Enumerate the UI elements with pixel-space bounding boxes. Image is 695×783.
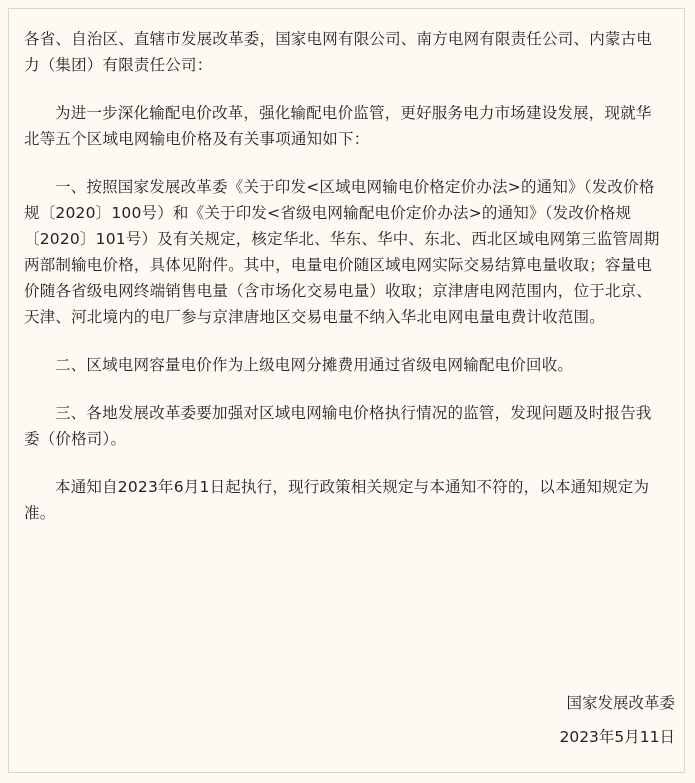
notice-body [24,26,666,548]
signature-block [559,686,675,754]
paragraph-item-2: 二、区域电网容量电价作为上级电网分摊费用通过省级电网输配电价回收。 [55,356,574,374]
paragraph-intro: 为进一步深化输配电价改革，强化输配电价监管，更好服务电力市场建设发展，现就华北等五个区域电网输电价格及有关事项通知如下： [24,104,652,148]
paragraph-effective-date: 本通知自2023年6月1日起执行，现行政策相关规定与本通知不符的，以本通知规定为准。 [24,478,650,522]
issue-date: 2023年5月11日 [559,728,675,746]
salutation: 各省、自治区、直辖市发展改革委，国家电网有限公司、南方电网有限责任公司、内蒙古电力（集团）有限责任公司： [24,30,653,74]
paragraph-item-3: 三、各地发展改革委要加强对区域电网输电价格执行情况的监管，发现问题及时报告我委（价格司）。 [24,404,652,448]
paragraph-item-1: 一、按照国家发展改革委《关于印发<区域电网输电价格定价办法>的通知》（发改价格规〔2020〕100号）和《关于印发<省级电网输配电价定价办法>的通知》（发改价格规〔2020〕101号）及有关规定，核定华北、华东、华中、东北、西北区域电网第三监管周期两部制输电价格，具体见附件。其中，电量电价随区域电网实际交易结算电量收取；容量电价随各省级电网终端销售电量（含市场化交易电量）收取；京津唐电网范围内，位于北京、天津、河北境内的电厂参与京津唐地区交易电量不纳入华北电网电量电费计收范围。 [24,178,660,326]
issuer-name: 国家发展改革委 [566,694,675,712]
